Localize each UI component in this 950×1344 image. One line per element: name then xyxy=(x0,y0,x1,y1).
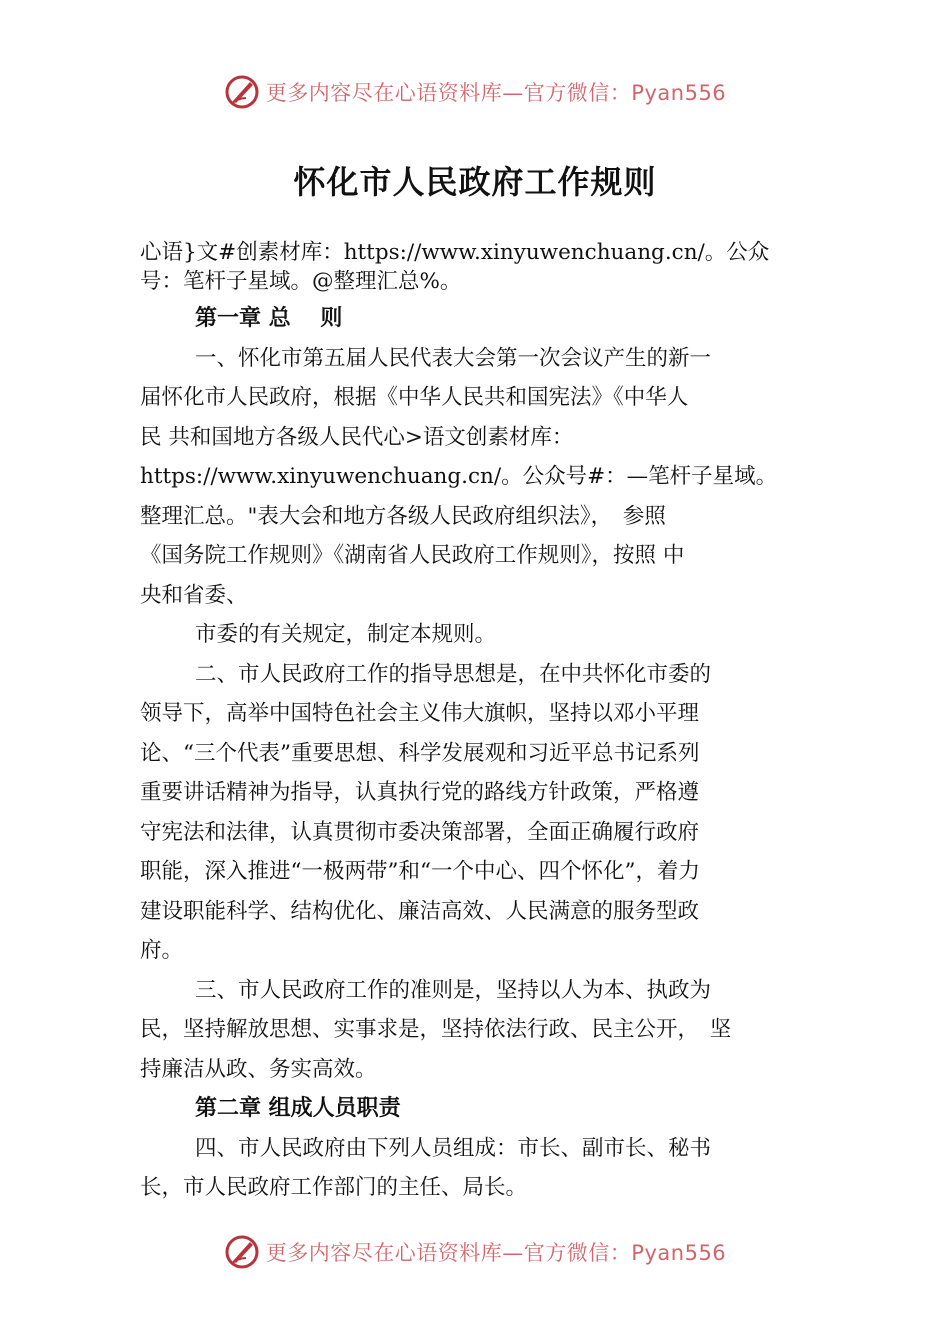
body-line: 一、怀化市第五届人民代表大会第一次会议产生的新一 xyxy=(195,345,712,371)
document-body xyxy=(140,238,845,1208)
body-line: 届怀化市人民政府，根据《中华人民共和国宪法》《中华人 xyxy=(140,385,689,410)
body-line: 守宪法和法律，认真贯彻市委决策部署，全面正确履行政府 xyxy=(140,819,700,845)
body-line: 三、市人民政府工作的准则是，坚持以人为本、执政为 xyxy=(195,977,712,1003)
body-line: 民，坚持解放思想、实事求是，坚持依法行政、民主公开， 坚 xyxy=(140,1017,732,1042)
chapter-heading: 第一章 总 则 xyxy=(195,306,343,331)
body-line: 《国务院工作规则》《湖南省人民政府工作规则》，按照 中 xyxy=(140,543,685,568)
body-line: 领导下，高举中国特色社会主义伟大旗帜，坚持以邓小平理 xyxy=(140,701,700,726)
body-line: 民 共和国地方各级人民代心>语文创素材库： xyxy=(140,424,574,450)
body-line: https://www.xinyuwenchuang.cn/。公众号#：—笔杆子星域。 xyxy=(140,464,778,489)
body-line: 论、“三个代表”重要思想、科学发展观和习近平总书记系列 xyxy=(140,740,700,766)
body-line: 四、市人民政府由下列人员组成：市长、副市长、秘书 xyxy=(195,1135,712,1161)
body-line: 持廉洁从政、务实高效。 xyxy=(140,1056,377,1082)
body-line: 心语}文#创素材库：https://www.xinyuwenchuang.cn/。公众 xyxy=(140,240,770,265)
body-line: 长，市人民政府工作部门的主任、局长。 xyxy=(140,1175,528,1200)
body-line: 央和省委、 xyxy=(140,582,248,608)
watermark-text: 更多内容尽在心语资料库—官方微信：Pyan556 xyxy=(265,81,727,105)
footer-watermark-banner xyxy=(0,1232,950,1272)
body-line: 二、市人民政府工作的指导思想是，在中共怀化市委的 xyxy=(195,661,712,687)
body-line: 重要讲话精神为指导，认真执行党的路线方针政策，严格遵 xyxy=(140,780,700,805)
body-line: 建设职能科学、结构优化、廉洁高效、人民满意的服务型政 xyxy=(140,898,700,924)
quill-circle-logo xyxy=(224,74,260,110)
body-line: 号：笔杆子星域。@整理汇总%。 xyxy=(140,269,462,294)
quill-circle-logo xyxy=(224,1234,260,1270)
body-line: 职能，深入推进“一极两带”和“一个中心、四个怀化”，着力 xyxy=(140,859,700,884)
body-line: 市委的有关规定，制定本规则。 xyxy=(195,622,497,647)
body-line: 整理汇总。"表大会和地方各级人民政府组织法》， 参照 xyxy=(140,503,666,529)
chapter-heading: 第二章 组成人员职责 xyxy=(195,1096,401,1121)
body-line: 府。 xyxy=(140,938,184,963)
header-watermark-banner xyxy=(0,72,950,112)
document-title: 怀化市人民政府工作规则 xyxy=(293,163,657,201)
watermark-text: 更多内容尽在心语资料库—官方微信：Pyan556 xyxy=(265,1241,727,1265)
